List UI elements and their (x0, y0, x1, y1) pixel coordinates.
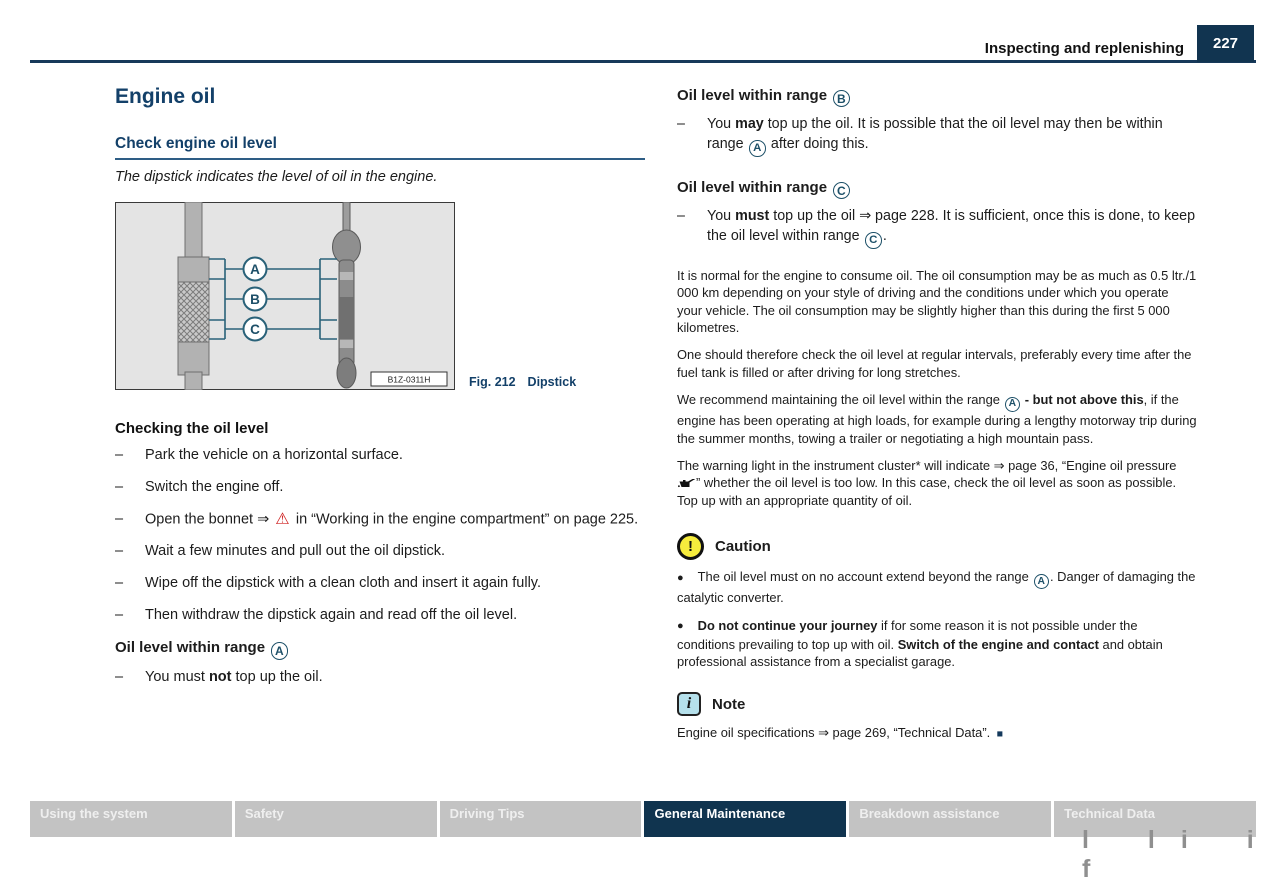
figure-number: Fig. 212 (469, 375, 516, 389)
range-b-list (677, 114, 1197, 157)
dash-marker: – (115, 668, 124, 685)
checking-heading: Checking the oil level (115, 420, 269, 437)
note-text: Engine oil specifications ⇒ page 269, “Technical Data”. ■ (677, 725, 1004, 741)
note-header (677, 692, 1197, 716)
circled-letter-a: A (271, 642, 288, 659)
caution-icon: ! (677, 533, 704, 560)
page-number-badge: 227 (1197, 25, 1254, 62)
figure-block (115, 202, 645, 390)
dash-marker: – (115, 511, 124, 527)
paragraph: One should therefore check the oil level at regular intervals, preferably every time after the fuel tank is filled or after driving for long stretches. (677, 347, 1192, 380)
range-a-list (115, 667, 645, 687)
caution-text: The oil level must on no account extend beyond the range A . Danger of damaging the catalytic converter. (677, 569, 1196, 606)
circled-letter-c: C (865, 232, 882, 249)
label-c: C (250, 322, 260, 337)
bullet-marker: ● (677, 571, 684, 584)
list-item (115, 541, 645, 561)
caution-item (677, 617, 1197, 671)
list-item (677, 206, 1197, 249)
range-c-heading: Oil level within range C (677, 179, 1197, 199)
lead-sentence: The dipstick indicates the level of oil in the engine. (115, 169, 438, 185)
caution-header (677, 533, 1197, 560)
tab-breakdown-assistance[interactable]: Breakdown assistance (849, 801, 1051, 837)
dash-marker: – (115, 543, 124, 560)
level-labels (244, 258, 267, 341)
figure-code: B1Z-0311H (387, 374, 431, 385)
list-item (115, 509, 645, 529)
tab-using-the-system[interactable]: Using the system (30, 801, 232, 837)
label-a: A (250, 262, 260, 277)
oil-pressure-icon (678, 478, 695, 488)
caution-heading: Caution (715, 538, 771, 556)
paragraph: The warning light in the instrument cluster* will indicate ⇒ page 36, “Engine oil pressure ” whether the oil level is too low. In this case, check the oil level as soon as possible. Top up with an appropriate quantity of oil. (677, 458, 1177, 508)
tab-driving-tips[interactable]: Driving Tips (440, 801, 642, 837)
dash-marker: – (115, 575, 124, 592)
step-text: Open the bonnet ⇒ ⚠ in “Working in the engine compartment” on page 225. (145, 510, 639, 528)
dipstick-figure (115, 202, 455, 390)
caution-item (677, 568, 1197, 606)
dash-marker: – (677, 208, 685, 225)
paragraph: It is normal for the engine to consume oil. The oil consumption may be as much as 0.5 ltr./1 000 km depending on your style of driving and the conditions under which you operate your vehicle. The oil consumption may be slightly higher than this during the first 5 000 kilometres. (677, 267, 1197, 335)
tab-safety[interactable]: Safety (235, 801, 437, 837)
list-item (115, 605, 645, 625)
dash-marker: – (115, 479, 124, 495)
list-item (115, 573, 645, 593)
checking-steps (115, 445, 645, 625)
range-b-heading: Oil level within range B (677, 87, 1197, 107)
step-text: Wipe off the dipstick with a clean cloth and insert it again fully. (145, 575, 542, 592)
figure-label: Dipstick (527, 375, 577, 389)
tab-general-maintenance[interactable]: General Maintenance (644, 801, 846, 837)
tab-technical-data[interactable]: Technical Data (1054, 801, 1256, 837)
step-text: You may top up the oil. It is possible that the oil level may then be within range A after doing this. (707, 114, 1197, 157)
header-section-title: Inspecting and replenishing (984, 40, 1184, 57)
dash-marker: – (677, 116, 685, 133)
header-rule (30, 60, 1256, 63)
step-text: Then withdraw the dipstick again and read off the oil level. (145, 607, 518, 624)
list-item (115, 445, 645, 465)
bottom-nav (30, 801, 1256, 837)
step-text: You must not top up the oil. (145, 668, 323, 685)
dash-marker: – (115, 447, 124, 463)
list-item (115, 667, 645, 687)
dipstick-hatch-zone (178, 282, 209, 342)
page-title: Engine oil (115, 85, 216, 108)
cropped-text-artifact: l li i f (1082, 826, 1280, 883)
range-a-heading: Oil level within range A (115, 639, 645, 659)
range-c-list (677, 206, 1197, 249)
circled-letter-a: A (1005, 397, 1020, 412)
list-item (677, 114, 1197, 157)
section-subtitle: Check engine oil level (115, 135, 645, 160)
circled-letter-c: C (833, 182, 850, 199)
paragraph: We recommend maintaining the oil level within the range A - but not above this, if the engine has been operating at high loads, for example during a lengthy motorway trip during the summer months, towing a trailer or negotiating a high mountain pass. (677, 392, 1197, 446)
warning-triangle-icon: ⚠ (275, 510, 290, 528)
info-icon: i (677, 692, 701, 716)
step-text: Park the vehicle on a horizontal surface. (145, 447, 403, 463)
circled-letter-a: A (1034, 574, 1049, 589)
dash-marker: – (115, 607, 124, 624)
body-paragraphs (677, 267, 1197, 510)
label-b: B (250, 292, 260, 307)
circled-letter-a: A (749, 140, 766, 157)
end-of-section-icon: ■ (996, 727, 1004, 740)
right-column (677, 85, 1197, 753)
figure-caption (469, 375, 576, 390)
circled-letter-b: B (833, 90, 850, 107)
note-heading: Note (712, 695, 746, 713)
step-text: You must top up the oil ⇒ page 228. It is sufficient, once this is done, to keep the oil level within range C . (707, 206, 1197, 249)
caution-text: Do not continue your journey if for some reason it is not possible under the conditions prevailing to top up with oil. Switch of the engine and contact and obtain professional assistance from a specialist garage. (677, 617, 1163, 669)
list-item (115, 477, 645, 497)
step-text: Wait a few minutes and pull out the oil dipstick. (145, 543, 446, 560)
step-text: Switch the engine off. (145, 479, 284, 495)
left-column (115, 85, 645, 699)
bullet-marker: ● (677, 620, 684, 633)
